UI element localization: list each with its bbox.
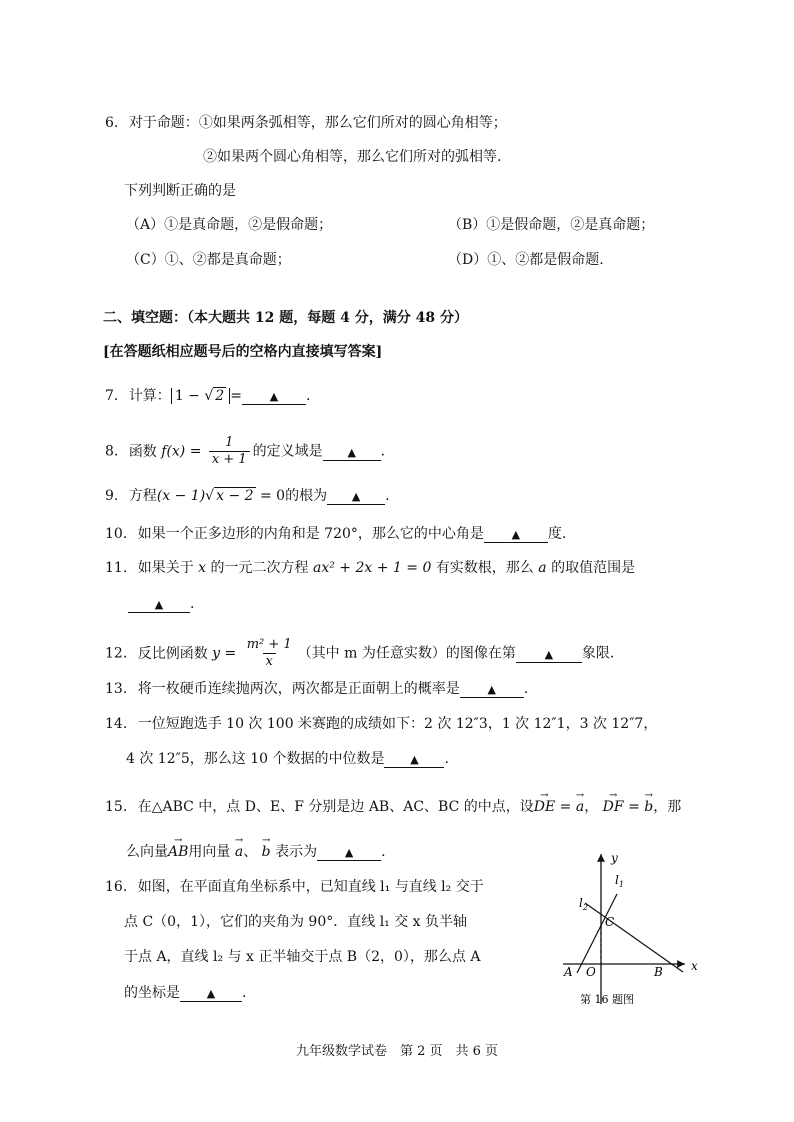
q8	[105, 435, 385, 468]
q12-y: y =	[212, 645, 237, 662]
q8-prefix: 函数	[128, 443, 157, 460]
q15-post: 表示为	[275, 844, 318, 860]
q11-a: a	[538, 560, 547, 576]
section-2-title: 二、填空题：（本大题共 12 题，每题 4 分，满分 48 分）	[103, 310, 468, 326]
q10-answer-blank[interactable]: ▲	[484, 528, 548, 543]
q9-answer-blank[interactable]: ▲	[327, 490, 385, 505]
q6-option-b: （B）①是假命题，②是真命题；	[448, 217, 655, 233]
q9-end: .	[385, 488, 390, 504]
q12-numerator: m² + 1	[246, 637, 292, 652]
l2-label	[579, 896, 588, 912]
q15-vector-b-2: → b	[262, 838, 271, 862]
q8-post: 的定义域是	[252, 443, 323, 460]
q7-end: .	[305, 388, 311, 404]
q15-comma: 、	[243, 844, 258, 860]
q6-option-a: （A）①是真命题，②是假命题；	[126, 217, 333, 233]
q16-line-2: 点 C（0，1），它们的夹角为 90°．直线 l₁ 交 x 负半轴	[124, 914, 468, 930]
q11-equation: ax² + 2x + 1 = 0	[312, 560, 432, 576]
q9: 9. 方程(x − 1)√ x − 2 = 0的根为 ▲ .	[105, 488, 390, 504]
q15-sep: ，	[584, 799, 599, 815]
q8-numerator: 1	[225, 435, 234, 450]
x-axis-label: x	[691, 959, 698, 973]
q16-answer-blank[interactable]: ▲	[180, 987, 242, 1002]
q9-expr: (x − 1)	[156, 488, 206, 504]
q10-number: 10.	[105, 526, 128, 542]
q11-prefix: 如果关于	[137, 560, 194, 576]
q11-answer-line	[128, 594, 194, 614]
q10	[105, 524, 566, 544]
q16-line-1	[105, 877, 484, 897]
q15-mid: 用向量	[188, 844, 231, 860]
point-a-label: A	[564, 965, 573, 979]
q16-end: .	[242, 985, 247, 1001]
q14-answer-blank[interactable]: ▲	[384, 753, 444, 768]
q9-prefix: 方程	[128, 488, 157, 504]
q15-line-2	[126, 838, 386, 862]
y-axis-label: y	[611, 851, 618, 865]
q15-text-1: 在△ABC 中，点 D、E、F 分别是边 AB、AC、BC 的中点，设	[137, 799, 534, 815]
q14-end: .	[444, 751, 449, 767]
q11-answer-blank[interactable]: ▲	[128, 598, 190, 613]
q9-equals: = 0	[259, 488, 286, 504]
q10-text: 如果一个正多边形的内角和是 720°，那么它的中心角是	[137, 526, 484, 542]
q7-absolute-value: 1 − √ 2	[171, 388, 230, 404]
q16-line-3: 于点 A，直线 l₂ 与 x 正半轴交于点 B（2，0），那么点 A	[124, 949, 481, 965]
q10-end: 度.	[547, 526, 567, 542]
q13-number: 13.	[105, 681, 128, 697]
q7-number: 7.	[105, 388, 119, 404]
l2-letter: l	[579, 896, 583, 910]
q15-vector-a-2: → a	[235, 838, 243, 862]
q15-number: 15.	[105, 799, 128, 815]
q7-expr-one: 1 −	[174, 388, 200, 404]
point-b-label: B	[654, 965, 663, 979]
q11-number: 11.	[105, 560, 128, 576]
l2-sub: 2	[582, 903, 588, 912]
q6-option-d: （D）①、②都是假命题.	[448, 252, 604, 268]
page-footer: 九年级数学试卷 第 2 页 共 6 页	[295, 1044, 499, 1059]
q9-root: x − 2	[216, 488, 254, 504]
line-l2	[585, 903, 683, 972]
q11-end: .	[190, 596, 195, 612]
q11-mid: 的一元二次方程	[210, 560, 309, 576]
q6-stem	[105, 113, 507, 133]
q15-vector-b: → b	[644, 793, 653, 817]
q7	[105, 386, 310, 406]
q14-text-1: 一位短跑选手 10 次 100 米赛跑的成绩如下：2 次 12″3，1 次 12″1，3 次 12″7，	[137, 716, 658, 732]
q6-proposition-2: ②如果两个圆心角相等，那么它们所对的弧相等.	[203, 149, 502, 165]
q13-end: .	[523, 681, 529, 697]
q7-root: 2	[215, 388, 225, 404]
q15-text-2: 么向量	[126, 844, 168, 860]
origin-label: O	[586, 965, 596, 979]
q6-option-c: （C）①、②都是真命题；	[126, 252, 291, 268]
q12-post: （其中 m 为任意实数）的图像在第	[297, 645, 516, 662]
q12-prefix: 反比例函数	[137, 645, 208, 662]
q15-vector-ab: → AB	[168, 838, 188, 862]
l1-sub: 1	[618, 880, 624, 889]
q16-text-4: 的坐标是	[124, 985, 180, 1001]
q8-denominator: x + 1	[209, 451, 250, 468]
q12-denominator: x	[263, 653, 276, 670]
q13-answer-blank[interactable]: ▲	[460, 683, 524, 698]
q13	[105, 679, 528, 699]
q13-text: 将一枚硬币连续抛两次，两次都是正面朝上的概率是	[137, 681, 460, 697]
q15-vector-df: → DF	[603, 793, 624, 817]
q7-answer-blank[interactable]: ▲	[242, 390, 306, 405]
q9-post: 的根为	[285, 488, 328, 504]
q12-end: 象限.	[581, 645, 615, 662]
q14-line-1	[105, 714, 657, 734]
q7-equals: =	[230, 388, 242, 404]
q8-end: .	[380, 443, 386, 460]
figure-caption: 第 16 题图	[580, 993, 634, 1006]
q9-number: 9.	[105, 488, 119, 504]
q11	[105, 558, 635, 578]
q15-vector-de: → DE	[534, 793, 555, 817]
q14-text-2: 4 次 12″5，那么这 10 个数据的中位数是	[126, 751, 385, 767]
q16-figure	[555, 846, 715, 1016]
q15-vector-a: → a	[576, 793, 584, 817]
q16-line-4	[124, 983, 246, 1003]
q6-judge: 下列判断正确的是	[124, 183, 236, 199]
q16-text-1: 如图，在平面直角坐标系中，已知直线 l₁ 与直线 l₂ 交于	[137, 879, 484, 895]
q15-end: .	[381, 844, 386, 860]
q6-stem-prefix: 对于命题：	[128, 115, 199, 131]
q15-eq-1: =	[559, 799, 572, 815]
q11-x: x	[198, 560, 207, 576]
q11-tail: 的取值范围是	[551, 560, 636, 576]
l1-label	[615, 873, 624, 889]
q8-number: 8.	[105, 443, 119, 460]
q11-post: 有实数根，那么	[435, 560, 534, 576]
point-c-label: C	[605, 915, 615, 929]
q14-number: 14.	[105, 716, 128, 732]
q6-number: 6.	[105, 115, 119, 131]
q15-answer-blank[interactable]: ▲	[317, 846, 381, 861]
q14-line-2	[126, 749, 449, 769]
q12-number: 12.	[105, 645, 128, 662]
q15-tail: ，那	[653, 799, 682, 815]
q8-answer-blank[interactable]: ▲	[323, 446, 381, 461]
q6-proposition-1: ①如果两条弧相等，那么它们所对的圆心角相等；	[198, 115, 507, 131]
q12-answer-blank[interactable]: ▲	[516, 648, 582, 663]
section-2-note: [在答题纸相应题号后的空格内直接填写答案]	[103, 344, 383, 360]
q15-line-1	[105, 793, 681, 817]
q15-eq-2: =	[628, 799, 640, 815]
q12-fraction	[244, 637, 295, 670]
q7-prefix: 计算：	[128, 388, 171, 404]
q8-fx: f(x) =	[161, 443, 202, 460]
l1-letter: l	[615, 873, 619, 887]
q8-fraction	[209, 435, 250, 468]
q12	[105, 637, 614, 670]
q16-number: 16.	[105, 879, 128, 895]
